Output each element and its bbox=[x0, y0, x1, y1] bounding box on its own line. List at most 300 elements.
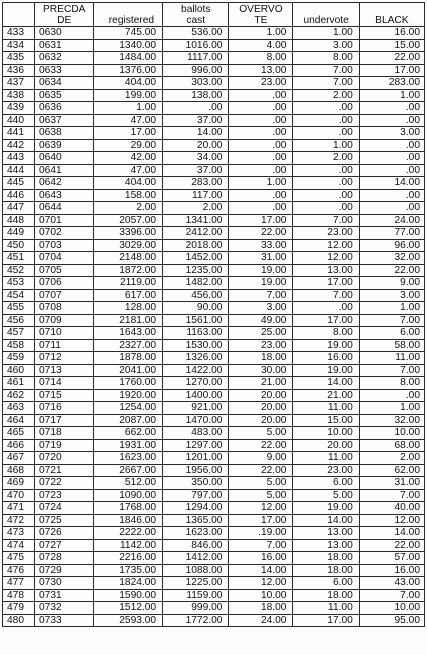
undervote-cell: 8.00 bbox=[293, 327, 359, 340]
registered-cell: 128.00 bbox=[94, 302, 163, 315]
undervote-cell: 15.00 bbox=[293, 414, 359, 427]
ballots-cast-cell: 1422.00 bbox=[163, 364, 229, 377]
overvote-cell: .00 bbox=[229, 102, 293, 115]
ballots-cast-cell: 1365.00 bbox=[163, 514, 229, 527]
precinct-cell: 0705 bbox=[35, 264, 94, 277]
undervote-cell: 11.00 bbox=[293, 452, 359, 465]
ballots-cast-cell: 999.00 bbox=[163, 602, 229, 615]
row-number: 463 bbox=[3, 402, 35, 415]
precinct-cell: 0721 bbox=[35, 464, 94, 477]
ballots-cast-cell: 1117.00 bbox=[163, 52, 229, 65]
registered-cell: 1760.00 bbox=[94, 377, 163, 390]
overvote-cell: 7.00 bbox=[229, 539, 293, 552]
undervote-cell: 19.00 bbox=[293, 339, 359, 352]
black-cell: 7.00 bbox=[359, 489, 424, 502]
row-number: 477 bbox=[3, 577, 35, 590]
table-row bbox=[3, 214, 425, 227]
registered-cell: 1484.00 bbox=[94, 52, 163, 65]
precinct-cell: 0724 bbox=[35, 502, 94, 515]
undervote-cell: 7.00 bbox=[293, 214, 359, 227]
table-row bbox=[3, 402, 425, 415]
black-cell: 62.00 bbox=[359, 464, 424, 477]
table-row bbox=[3, 564, 425, 577]
table-row bbox=[3, 189, 425, 202]
registered-cell: 512.00 bbox=[94, 477, 163, 490]
overvote-cell: 13.00 bbox=[229, 64, 293, 77]
undervote-cell: 13.00 bbox=[293, 539, 359, 552]
registered-cell: 47.00 bbox=[94, 114, 163, 127]
black-cell: .00 bbox=[359, 152, 424, 165]
table-row bbox=[3, 477, 425, 490]
black-cell: 32.00 bbox=[359, 414, 424, 427]
table-row bbox=[3, 314, 425, 327]
undervote-cell: 20.00 bbox=[293, 439, 359, 452]
overvote-cell: .00 bbox=[229, 164, 293, 177]
overvote-cell: 25.00 bbox=[229, 327, 293, 340]
precinct-cell: 0636 bbox=[35, 102, 94, 115]
precinct-cell: 0708 bbox=[35, 302, 94, 315]
row-number: 476 bbox=[3, 564, 35, 577]
registered-cell: 1340.00 bbox=[94, 39, 163, 52]
row-number: 455 bbox=[3, 302, 35, 315]
overvote-cell: 31.00 bbox=[229, 252, 293, 265]
ballots-cast-cell: 1294.00 bbox=[163, 502, 229, 515]
ballots-cast-cell: 1201.00 bbox=[163, 452, 229, 465]
table-row bbox=[3, 377, 425, 390]
row-number: 466 bbox=[3, 439, 35, 452]
row-number: 451 bbox=[3, 252, 35, 265]
black-cell: 14.00 bbox=[359, 177, 424, 190]
table-row bbox=[3, 277, 425, 290]
ballots-cast-cell: 797.00 bbox=[163, 489, 229, 502]
undervote-cell: 3.00 bbox=[293, 39, 359, 52]
row-number: 465 bbox=[3, 427, 35, 440]
registered-cell: 2148.00 bbox=[94, 252, 163, 265]
black-cell: 3.00 bbox=[359, 289, 424, 302]
row-number: 461 bbox=[3, 377, 35, 390]
table-row bbox=[3, 489, 425, 502]
table-row bbox=[3, 264, 425, 277]
registered-cell: 617.00 bbox=[94, 289, 163, 302]
ballots-cast-cell: 1225.00 bbox=[163, 577, 229, 590]
black-cell: .00 bbox=[359, 189, 424, 202]
ballots-cast-cell: 283.00 bbox=[163, 177, 229, 190]
precinct-cell: 0634 bbox=[35, 77, 94, 90]
row-number: 480 bbox=[3, 614, 35, 627]
undervote-cell: 8.00 bbox=[293, 52, 359, 65]
black-cell: 43.00 bbox=[359, 577, 424, 590]
undervote-cell: 7.00 bbox=[293, 289, 359, 302]
ballots-cast-cell: 996.00 bbox=[163, 64, 229, 77]
precinct-cell: 0715 bbox=[35, 389, 94, 402]
registered-cell: 2119.00 bbox=[94, 277, 163, 290]
black-cell: 7.00 bbox=[359, 589, 424, 602]
ballots-cast-cell: 350.00 bbox=[163, 477, 229, 490]
table-row bbox=[3, 239, 425, 252]
undervote-cell: 10.00 bbox=[293, 427, 359, 440]
overvote-cell: .00 bbox=[229, 152, 293, 165]
ballots-cast-cell: 138.00 bbox=[163, 89, 229, 102]
precinct-cell: 0730 bbox=[35, 577, 94, 590]
black-cell: 1.00 bbox=[359, 89, 424, 102]
undervote-cell: .00 bbox=[293, 202, 359, 215]
undervote-cell: 21.00 bbox=[293, 389, 359, 402]
black-cell: 16.00 bbox=[359, 564, 424, 577]
black-cell: 9.00 bbox=[359, 277, 424, 290]
undervote-cell: 1.00 bbox=[293, 139, 359, 152]
row-number: 470 bbox=[3, 489, 35, 502]
registered-cell: 1768.00 bbox=[94, 502, 163, 515]
row-number: 433 bbox=[3, 27, 35, 40]
row-number: 441 bbox=[3, 127, 35, 140]
precinct-cell: 0709 bbox=[35, 314, 94, 327]
ballots-cast-cell: 1772.00 bbox=[163, 614, 229, 627]
undervote-cell: .00 bbox=[293, 114, 359, 127]
precinct-cell: 0726 bbox=[35, 527, 94, 540]
overvote-cell: 20.00 bbox=[229, 389, 293, 402]
ballots-cast-cell: 1412.00 bbox=[163, 552, 229, 565]
registered-cell: 2181.00 bbox=[94, 314, 163, 327]
table-row bbox=[3, 539, 425, 552]
table-row bbox=[3, 602, 425, 615]
table-row bbox=[3, 527, 425, 540]
undervote-cell: 2.00 bbox=[293, 152, 359, 165]
table-row bbox=[3, 139, 425, 152]
table-row bbox=[3, 589, 425, 602]
row-number: 459 bbox=[3, 352, 35, 365]
precinct-cell: 0728 bbox=[35, 552, 94, 565]
ballots-cast-cell: 1482.00 bbox=[163, 277, 229, 290]
header-row-id bbox=[3, 3, 35, 27]
registered-cell: 2667.00 bbox=[94, 464, 163, 477]
overvote-cell: 5.00 bbox=[229, 489, 293, 502]
black-cell: 22.00 bbox=[359, 539, 424, 552]
header-precinct: PRECDA DE bbox=[35, 3, 94, 27]
header-row bbox=[3, 3, 425, 27]
undervote-cell: 17.00 bbox=[293, 314, 359, 327]
registered-cell: 2.00 bbox=[94, 202, 163, 215]
overvote-cell: 5.00 bbox=[229, 477, 293, 490]
row-number: 435 bbox=[3, 52, 35, 65]
ballots-cast-cell: 2018.00 bbox=[163, 239, 229, 252]
overvote-cell: 16.00 bbox=[229, 552, 293, 565]
black-cell: .00 bbox=[359, 164, 424, 177]
black-cell: .00 bbox=[359, 202, 424, 215]
registered-cell: 1254.00 bbox=[94, 402, 163, 415]
precinct-cell: 0720 bbox=[35, 452, 94, 465]
precinct-cell: 0710 bbox=[35, 327, 94, 340]
overvote-cell: 22.00 bbox=[229, 227, 293, 240]
precinct-cell: 0723 bbox=[35, 489, 94, 502]
row-number: 442 bbox=[3, 139, 35, 152]
precinct-cell: 0635 bbox=[35, 89, 94, 102]
row-number: 474 bbox=[3, 539, 35, 552]
row-number: 464 bbox=[3, 414, 35, 427]
precinct-cell: 0702 bbox=[35, 227, 94, 240]
overvote-cell: 7.00 bbox=[229, 289, 293, 302]
black-cell: 2.00 bbox=[359, 452, 424, 465]
black-cell: 95.00 bbox=[359, 614, 424, 627]
table-row bbox=[3, 27, 425, 40]
undervote-cell: 18.00 bbox=[293, 589, 359, 602]
overvote-cell: 3.00 bbox=[229, 302, 293, 315]
row-number: 450 bbox=[3, 239, 35, 252]
table-row bbox=[3, 452, 425, 465]
registered-cell: 2041.00 bbox=[94, 364, 163, 377]
registered-cell: 1.00 bbox=[94, 102, 163, 115]
undervote-cell: .00 bbox=[293, 127, 359, 140]
ballots-cast-cell: 37.00 bbox=[163, 164, 229, 177]
precinct-cell: 0716 bbox=[35, 402, 94, 415]
table-header bbox=[3, 3, 425, 27]
registered-cell: 2222.00 bbox=[94, 527, 163, 540]
undervote-cell: .00 bbox=[293, 102, 359, 115]
precinct-cell: 0711 bbox=[35, 339, 94, 352]
precinct-cell: 0714 bbox=[35, 377, 94, 390]
registered-cell: 1872.00 bbox=[94, 264, 163, 277]
table-body bbox=[3, 27, 425, 627]
ballots-cast-cell: 846.00 bbox=[163, 539, 229, 552]
black-cell: 68.00 bbox=[359, 439, 424, 452]
undervote-cell: 2.00 bbox=[293, 89, 359, 102]
undervote-cell: 11.00 bbox=[293, 402, 359, 415]
overvote-cell: 30.00 bbox=[229, 364, 293, 377]
ballots-cast-cell: 1016.00 bbox=[163, 39, 229, 52]
overvote-cell: .00 bbox=[229, 114, 293, 127]
undervote-cell: .00 bbox=[293, 164, 359, 177]
ballots-cast-cell: 1400.00 bbox=[163, 389, 229, 402]
ballots-cast-cell: 1163.00 bbox=[163, 327, 229, 340]
overvote-cell: 14.00 bbox=[229, 564, 293, 577]
precinct-cell: 0701 bbox=[35, 214, 94, 227]
black-cell: 12.00 bbox=[359, 514, 424, 527]
undervote-cell: .00 bbox=[293, 177, 359, 190]
registered-cell: 3029.00 bbox=[94, 239, 163, 252]
black-cell: 8.00 bbox=[359, 377, 424, 390]
table-row bbox=[3, 327, 425, 340]
undervote-cell: 11.00 bbox=[293, 602, 359, 615]
ballots-cast-cell: 1270.00 bbox=[163, 377, 229, 390]
overvote-cell: .00 bbox=[229, 89, 293, 102]
row-number: 471 bbox=[3, 502, 35, 515]
undervote-cell: 14.00 bbox=[293, 514, 359, 527]
table-row bbox=[3, 552, 425, 565]
black-cell: 31.00 bbox=[359, 477, 424, 490]
row-number: 446 bbox=[3, 189, 35, 202]
overvote-cell: 17.00 bbox=[229, 514, 293, 527]
overvote-cell: .00 bbox=[229, 202, 293, 215]
undervote-cell: 16.00 bbox=[293, 352, 359, 365]
overvote-cell: 23.00 bbox=[229, 77, 293, 90]
table-row bbox=[3, 177, 425, 190]
table-row bbox=[3, 439, 425, 452]
registered-cell: 1878.00 bbox=[94, 352, 163, 365]
undervote-cell: 23.00 bbox=[293, 464, 359, 477]
registered-cell: 662.00 bbox=[94, 427, 163, 440]
black-cell: 7.00 bbox=[359, 314, 424, 327]
registered-cell: 1590.00 bbox=[94, 589, 163, 602]
overvote-cell: 12.00 bbox=[229, 502, 293, 515]
row-number: 434 bbox=[3, 39, 35, 52]
row-number: 469 bbox=[3, 477, 35, 490]
row-number: 457 bbox=[3, 327, 35, 340]
undervote-cell: 18.00 bbox=[293, 552, 359, 565]
black-cell: 10.00 bbox=[359, 427, 424, 440]
black-cell: .00 bbox=[359, 139, 424, 152]
row-number: 440 bbox=[3, 114, 35, 127]
precinct-cell: 0639 bbox=[35, 139, 94, 152]
black-cell: 6.00 bbox=[359, 327, 424, 340]
black-cell: .00 bbox=[359, 114, 424, 127]
registered-cell: 3396.00 bbox=[94, 227, 163, 240]
overvote-cell: 24.00 bbox=[229, 614, 293, 627]
registered-cell: 404.00 bbox=[94, 77, 163, 90]
precinct-cell: 0703 bbox=[35, 239, 94, 252]
overvote-cell: 19.00 bbox=[229, 264, 293, 277]
registered-cell: 2593.00 bbox=[94, 614, 163, 627]
precinct-cell: 0641 bbox=[35, 164, 94, 177]
undervote-cell: 19.00 bbox=[293, 502, 359, 515]
overvote-cell: 22.00 bbox=[229, 464, 293, 477]
overvote-cell: 18.00 bbox=[229, 602, 293, 615]
precinct-cell: 0729 bbox=[35, 564, 94, 577]
ballots-cast-cell: 1452.00 bbox=[163, 252, 229, 265]
table-row bbox=[3, 614, 425, 627]
precinct-data-table bbox=[2, 2, 425, 627]
ballots-cast-cell: 2.00 bbox=[163, 202, 229, 215]
table-row bbox=[3, 514, 425, 527]
ballots-cast-cell: 1088.00 bbox=[163, 564, 229, 577]
black-cell: 22.00 bbox=[359, 52, 424, 65]
registered-cell: 1643.00 bbox=[94, 327, 163, 340]
row-number: 436 bbox=[3, 64, 35, 77]
overvote-cell: 19.00 bbox=[229, 277, 293, 290]
table-row bbox=[3, 152, 425, 165]
registered-cell: 1623.00 bbox=[94, 452, 163, 465]
ballots-cast-cell: 1159.00 bbox=[163, 589, 229, 602]
registered-cell: 2216.00 bbox=[94, 552, 163, 565]
table-row bbox=[3, 577, 425, 590]
row-number: 456 bbox=[3, 314, 35, 327]
black-cell: 15.00 bbox=[359, 39, 424, 52]
registered-cell: 2087.00 bbox=[94, 414, 163, 427]
row-number: 448 bbox=[3, 214, 35, 227]
ballots-cast-cell: 1235.00 bbox=[163, 264, 229, 277]
overvote-cell: 17.00 bbox=[229, 214, 293, 227]
precinct-cell: 0644 bbox=[35, 202, 94, 215]
table-row bbox=[3, 164, 425, 177]
table-row bbox=[3, 114, 425, 127]
undervote-cell: 6.00 bbox=[293, 577, 359, 590]
undervote-cell: .00 bbox=[293, 302, 359, 315]
black-cell: 10.00 bbox=[359, 602, 424, 615]
overvote-cell: 9.00 bbox=[229, 452, 293, 465]
overvote-cell: 33.00 bbox=[229, 239, 293, 252]
black-cell: 58.00 bbox=[359, 339, 424, 352]
precinct-cell: 0643 bbox=[35, 189, 94, 202]
overvote-cell: 21.00 bbox=[229, 377, 293, 390]
header-overvote: OVERVO TE bbox=[229, 3, 293, 27]
black-cell: 22.00 bbox=[359, 264, 424, 277]
overvote-cell: 49.00 bbox=[229, 314, 293, 327]
table-row bbox=[3, 427, 425, 440]
ballots-cast-cell: 456.00 bbox=[163, 289, 229, 302]
ballots-cast-cell: 90.00 bbox=[163, 302, 229, 315]
precinct-cell: 0733 bbox=[35, 614, 94, 627]
black-cell: 40.00 bbox=[359, 502, 424, 515]
ballots-cast-cell: 1956.00 bbox=[163, 464, 229, 477]
ballots-cast-cell: 117.00 bbox=[163, 189, 229, 202]
table-row bbox=[3, 227, 425, 240]
ballots-cast-cell: 1341.00 bbox=[163, 214, 229, 227]
header-black: BLACK bbox=[359, 3, 424, 27]
registered-cell: 158.00 bbox=[94, 189, 163, 202]
registered-cell: 745.00 bbox=[94, 27, 163, 40]
registered-cell: 199.00 bbox=[94, 89, 163, 102]
precinct-cell: 0712 bbox=[35, 352, 94, 365]
ballots-cast-cell: 1470.00 bbox=[163, 414, 229, 427]
undervote-cell: 13.00 bbox=[293, 527, 359, 540]
undervote-cell: 12.00 bbox=[293, 252, 359, 265]
row-number: 447 bbox=[3, 202, 35, 215]
precinct-cell: 0731 bbox=[35, 589, 94, 602]
overvote-cell: 20.00 bbox=[229, 402, 293, 415]
ballots-cast-cell: 921.00 bbox=[163, 402, 229, 415]
registered-cell: 2327.00 bbox=[94, 339, 163, 352]
ballots-cast-cell: 14.00 bbox=[163, 127, 229, 140]
black-cell: .00 bbox=[359, 102, 424, 115]
row-number: 445 bbox=[3, 177, 35, 190]
precinct-cell: 0631 bbox=[35, 39, 94, 52]
row-number: 467 bbox=[3, 452, 35, 465]
precinct-cell: 0638 bbox=[35, 127, 94, 140]
overvote-cell: 1.00 bbox=[229, 177, 293, 190]
overvote-cell: 12.00 bbox=[229, 577, 293, 590]
header-undervote: undervote bbox=[293, 3, 359, 27]
precinct-cell: 0725 bbox=[35, 514, 94, 527]
table-row bbox=[3, 39, 425, 52]
row-number: 473 bbox=[3, 527, 35, 540]
undervote-cell: 1.00 bbox=[293, 27, 359, 40]
registered-cell: 1512.00 bbox=[94, 602, 163, 615]
row-number: 449 bbox=[3, 227, 35, 240]
overvote-cell: 20.00 bbox=[229, 414, 293, 427]
black-cell: 14.00 bbox=[359, 527, 424, 540]
registered-cell: 1824.00 bbox=[94, 577, 163, 590]
row-number: 478 bbox=[3, 589, 35, 602]
precinct-cell: 0713 bbox=[35, 364, 94, 377]
black-cell: 1.00 bbox=[359, 402, 424, 415]
registered-cell: 1920.00 bbox=[94, 389, 163, 402]
table-row bbox=[3, 202, 425, 215]
ballots-cast-cell: 1530.00 bbox=[163, 339, 229, 352]
table-row bbox=[3, 364, 425, 377]
table-row bbox=[3, 127, 425, 140]
black-cell: .00 bbox=[359, 389, 424, 402]
black-cell: 7.00 bbox=[359, 364, 424, 377]
undervote-cell: 12.00 bbox=[293, 239, 359, 252]
precinct-cell: 0722 bbox=[35, 477, 94, 490]
row-number: 460 bbox=[3, 364, 35, 377]
ballots-cast-cell: 1561.00 bbox=[163, 314, 229, 327]
ballots-cast-cell: 536.00 bbox=[163, 27, 229, 40]
undervote-cell: 17.00 bbox=[293, 614, 359, 627]
undervote-cell: 13.00 bbox=[293, 264, 359, 277]
row-number: 475 bbox=[3, 552, 35, 565]
undervote-cell: 6.00 bbox=[293, 477, 359, 490]
black-cell: 11.00 bbox=[359, 352, 424, 365]
row-number: 468 bbox=[3, 464, 35, 477]
